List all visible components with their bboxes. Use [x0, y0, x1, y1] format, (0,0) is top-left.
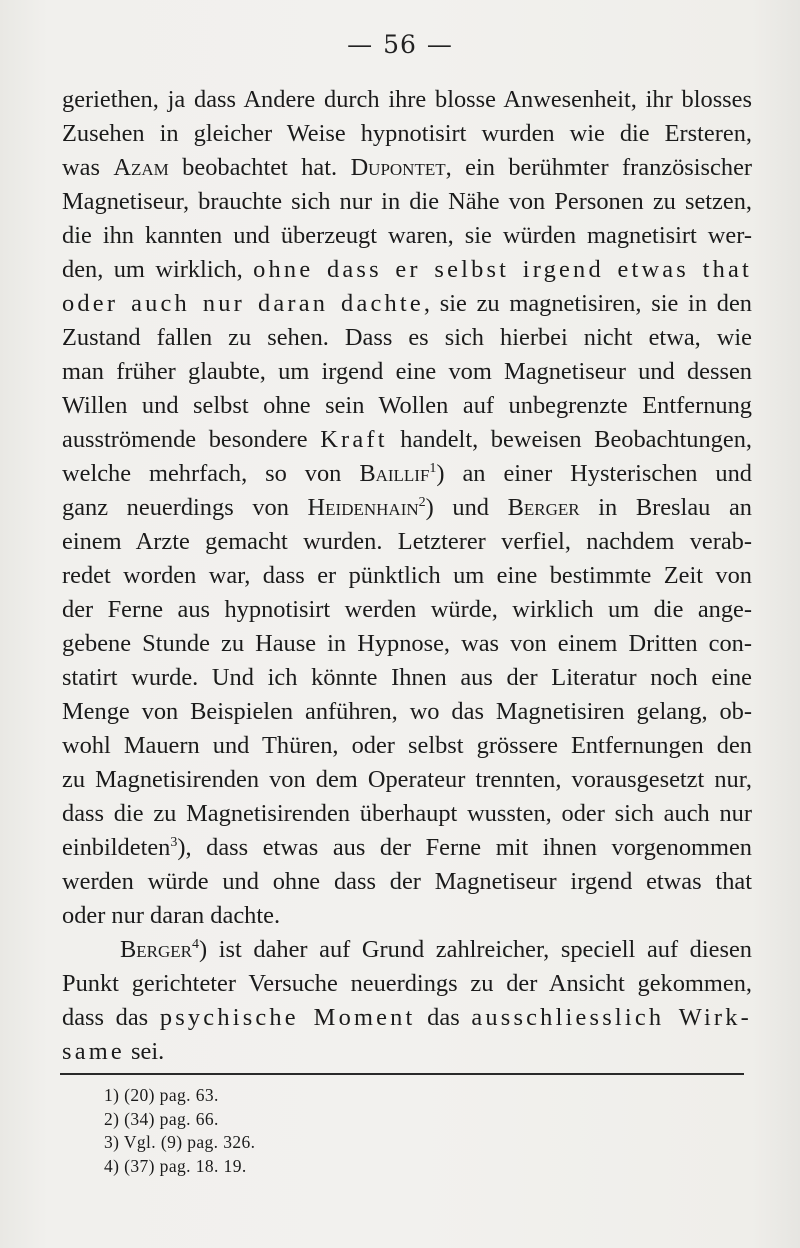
page-number-value: 56 — [383, 30, 417, 59]
text-line: Menge von Beispielen anführen, wo das Magnetisiren gelang, ob- — [62, 698, 752, 725]
text-line: Magnetiseur, brauchte sich nur in die Nähe von Personen zu setzen, — [62, 188, 752, 215]
author-name: Berger — [507, 494, 580, 521]
text-line: Willen und selbst ohne sein Wollen auf unbegrenzte Entfernung — [62, 392, 752, 419]
text-line: was Azam beobachtet hat. Dupontet, ein berühmter französischer — [62, 154, 753, 181]
footnote-ref: 2 — [418, 494, 426, 510]
footnote-ref: 4 — [192, 936, 199, 952]
emphasized-text: psychische Moment — [159, 1004, 416, 1031]
page-number — [0, 30, 800, 59]
text-line: einem Arzte gemacht wurden. Letzterer verfiel, nachdem verab- — [62, 528, 752, 555]
text-line: wohl Mauern und Thüren, oder selbst grössere Entfernungen den — [62, 732, 752, 759]
text-line: oder auch nur daran dachte, sie zu magnetisiren, sie in den — [62, 290, 752, 317]
text-line: dass die zu Magnetisirenden überhaupt wussten, oder sich auch nur — [62, 800, 752, 827]
emphasized-text: ohne dass er selbst irgend etwas that — [253, 256, 752, 283]
text-line: der Ferne aus hypnotisirt werden würde, wirklich um die ange- — [62, 596, 752, 623]
text-line: Zustand fallen zu sehen. Dass es sich hierbei nicht etwa, wie — [62, 324, 752, 351]
text-line: gebene Stunde zu Hause in Hypnose, was von einem Dritten con- — [62, 630, 752, 657]
footnote: 2) (34) pag. 66. — [104, 1108, 219, 1129]
footnotes — [104, 1084, 255, 1178]
author-name: Baillif — [359, 460, 430, 487]
emphasized-text: same — [62, 1038, 125, 1065]
emphasized-text: ausschliesslich Wirk- — [471, 1004, 752, 1031]
author-name: Dupontet — [350, 154, 446, 181]
text-line: Zusehen in gleicher Weise hypnotisirt wurden wie die Ersteren, — [62, 120, 752, 147]
text-line: geriethen, ja dass Andere durch ihre blosse Anwesenheit, ihr blosses — [62, 86, 752, 113]
author-name: Heidenhain — [307, 494, 419, 521]
footnote-ref: 1 — [429, 460, 437, 476]
paragraph-1 — [62, 83, 752, 933]
text-line: redet worden war, dass er pünktlich um eine bestimmte Zeit von — [62, 562, 752, 589]
text-line: die ihn kannten und überzeugt waren, sie würden magnetisirt wer- — [62, 222, 752, 249]
text-line: ganz neuerdings von Heidenhain$^2$) und Berger in Breslau an — [62, 494, 752, 521]
text-line: einbildeten$^3$), dass etwas aus der Ferne mit ihnen vorgenommen — [62, 834, 752, 861]
footnote-ref: 3 — [170, 834, 178, 850]
text-line: man früher glaubte, um irgend eine vom Magnetiseur und dessen — [62, 358, 752, 385]
text-line: Berger$^4$) ist daher auf Grund zahlreicher, speciell auf diesen — [120, 936, 752, 963]
text-line: statirt wurde. Und ich könnte Ihnen aus der Literatur noch eine — [62, 664, 752, 691]
author-name: Berger — [120, 936, 192, 963]
text-line: werden würde und ohne dass der Magnetiseur irgend etwas that — [62, 868, 752, 895]
text-line: zu Magnetisirenden von dem Operateur trennten, vorausgesetzt nur, — [62, 766, 752, 793]
text-line: oder nur daran dachte. — [62, 902, 281, 929]
footnote: 3) Vgl. (9) pag. 326. — [104, 1132, 256, 1152]
footnote-divider — [60, 1073, 744, 1075]
body-text — [62, 83, 752, 1069]
text-line: dass das psychische Moment das ausschliesslich Wirk- — [62, 1004, 752, 1031]
paragraph-2 — [62, 933, 752, 1069]
text-line: welche mehrfach, so von Baillif$^1$) an einer Hysterischen und — [62, 460, 752, 487]
footnote: 4) (37) pag. 18. 19. — [104, 1155, 247, 1176]
text-line: same sei. — [62, 1038, 165, 1065]
footnote: 1) (20) pag. 63. — [104, 1085, 219, 1105]
emphasized-text: Kraft — [320, 426, 388, 453]
page-number-dash-right: — — [426, 30, 453, 59]
emphasized-text: oder auch nur daran dachte — [62, 290, 424, 317]
text-line: den, um wirklich, ohne dass er selbst irgend etwas that — [62, 256, 752, 283]
page-number-dash-left: — — [347, 30, 374, 59]
text-line: ausströmende besondere Kraft handelt, beweisen Beobachtungen, — [62, 426, 752, 453]
text-line: Punkt gerichteter Versuche neuerdings zu der Ansicht gekommen, — [62, 970, 752, 997]
author-name: Azam — [113, 154, 169, 181]
